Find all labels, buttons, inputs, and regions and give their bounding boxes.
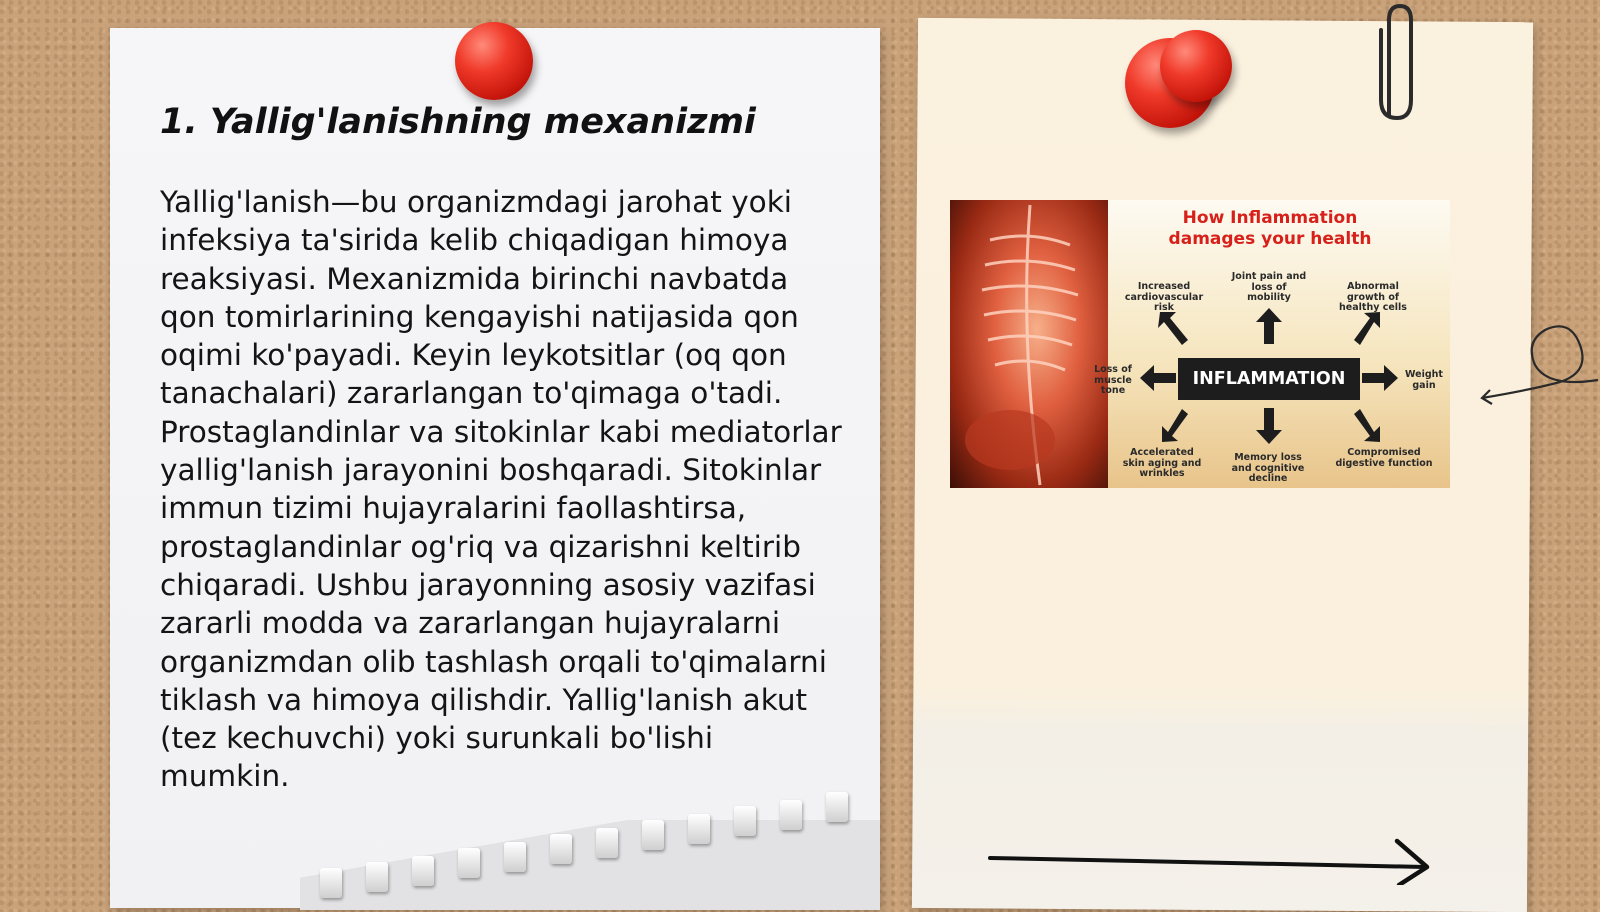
effect-label: Accelerated skin aging and wrinkles [1122,447,1202,479]
effect-label: Joint pain and loss of mobility [1231,271,1307,303]
effect-label: Weight gain [1405,369,1443,391]
effect-label: Increased cardiovascular risk [1124,281,1204,313]
inflammation-label: INFLAMMATION [1178,358,1360,400]
effect-label: Loss of muscle tone [1094,364,1132,396]
inflammation-infographic [950,200,1450,488]
notebook-binding-tabs [300,790,880,900]
effect-label: Compromised digestive function [1335,447,1433,469]
push-pin-icon [455,22,533,100]
arrow-right-icon [985,825,1445,885]
effect-label: Memory loss and cognitive decline [1231,452,1305,484]
push-pin-icon [1160,30,1232,102]
infographic-arrows [950,200,1450,488]
effect-label: Abnormal growth of healthy cells [1339,281,1407,313]
paper-clip-icon [1375,0,1415,125]
scribble-arrow-icon [1480,310,1600,410]
infographic-title: How Inflammation damages your health [1168,208,1372,249]
slide-title: 1. Yallig'lanishning mexanizmi [160,102,756,142]
slide-body-text: Yallig'lanish—bu organizmdagi jarohat yoki infeksiya ta'sirida kelib chiqadigan himoya reaksiyasi. Mexanizmida birinchi navbatda qon tomirlarining kengayishi natijasida qon oqimi ko'payadi. Keyin leykotsitlar (oq qon tanachalari) zararlangan to'qimaga o'tadi. Prostaglandinlar va sitokinlar kabi mediatorlar yallig'lanish jarayonini boshqaradi. Sitokinlar immun tizimi hujayralarini faollashtirsa, prostaglandinlar og'riq va qizarishni keltirib chiqaradi. Ushbu jarayonning asosiy vazifasi zararli modda va zararlangan hujayralarni organizmdan olib tashlash orqali to'qimalarni tiklash va himoya qilishdir. Yallig'lanish akut (tez kechuvchi) yoki surunkali bo'lishi mumkin. [160,185,842,794]
